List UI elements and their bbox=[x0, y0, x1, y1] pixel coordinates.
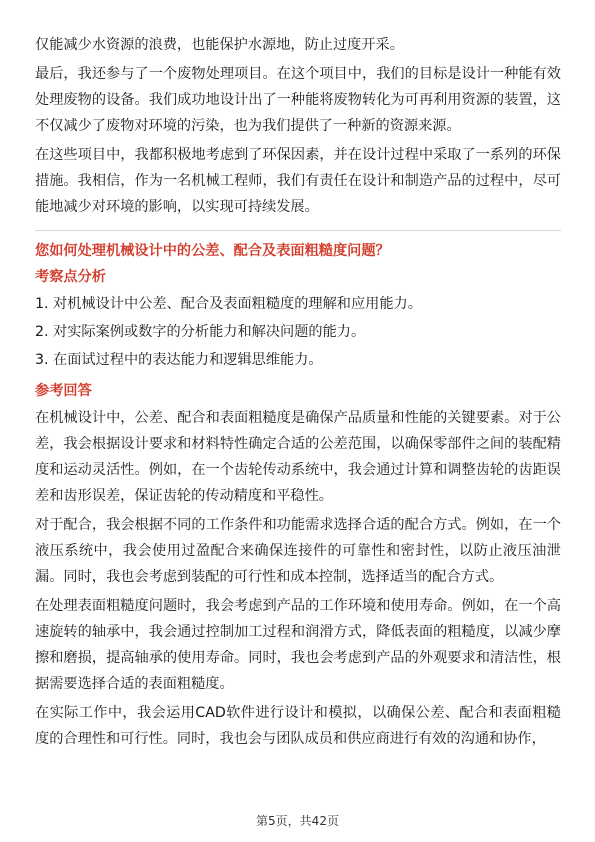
answer-paragraph: 对于配合，我会根据不同的工作条件和功能需求选择合适的配合方式。例如，在一个液压系统中，我会使用过盈配合来确保连接件的可靠性和密封性，以防止液压油泄漏。同时，我也会考虑到装配的可行性和成本控制，选择适当的配合方式。 bbox=[35, 517, 561, 585]
analysis-item: 2. 对实际案例或数字的分析能力和解决问题的能力。 bbox=[35, 324, 366, 340]
answer-title: 参考回答 bbox=[35, 383, 92, 399]
answer-paragraph: 在机械设计中，公差、配合和表面粗糙度是确保产品质量和性能的关键要素。对于公差，我会根据设计要求和材料特性确定合适的公差范围，以确保零部件之间的装配精度和运动灵活性。例如，在一个齿轮传动系统中，我会通过计算和调整齿轮的齿距误差和齿形误差，保证齿轮的传动精度和平稳性。 bbox=[35, 410, 561, 504]
section-divider bbox=[35, 230, 561, 231]
analysis-item: 3. 在面试过程中的表达能力和逻辑思维能力。 bbox=[35, 352, 323, 368]
intro-paragraph: 在这些项目中，我都积极地考虑到了环保因素，并在设计过程中采取了一系列的环保措施。我相信，作为一名机械工程师，我们有责任在设计和制造产品的过程中，尽可能地减少对环境的影响，以实现可持续发展。 bbox=[35, 147, 561, 215]
intro-paragraph: 仅能减少水资源的浪费，也能保护水源地，防止过度开采。 bbox=[35, 37, 404, 53]
document-page bbox=[35, 32, 561, 755]
analysis-title: 考察点分析 bbox=[35, 269, 106, 285]
intro-paragraph: 最后，我还参与了一个废物处理项目。在这个项目中，我们的目标是设计一种能有效处理废物的设备。我们成功地设计出了一种能将废物转化为可再利用资源的装置，这不仅减少了废物对环境的污染，也为我们提供了一种新的资源来源。 bbox=[35, 66, 561, 134]
page-number: 第5页，共42页 bbox=[256, 814, 339, 828]
answer-paragraph: 在处理表面粗糙度问题时，我会考虑到产品的工作环境和使用寿命。例如，在一个高速旋转的轴承中，我会通过控制加工过程和润滑方式，降低表面的粗糙度，以减少摩擦和磨损，提高轴承的使用寿命。同时，我也会考虑到产品的外观要求和清洁性，根据需要选择合适的表面粗糙度。 bbox=[35, 598, 561, 692]
question-heading: 您如何处理机械设计中的公差、配合及表面粗糙度问题？ bbox=[35, 243, 390, 259]
answer-paragraph: 在实际工作中，我会运用CAD软件进行设计和模拟，以确保公差、配合和表面粗糙度的合理性和可行性。同时，我也会与团队成员和供应商进行有效的沟通和协作， bbox=[35, 705, 561, 747]
analysis-item: 1. 对机械设计中公差、配合及表面粗糙度的理解和应用能力。 bbox=[35, 296, 422, 312]
